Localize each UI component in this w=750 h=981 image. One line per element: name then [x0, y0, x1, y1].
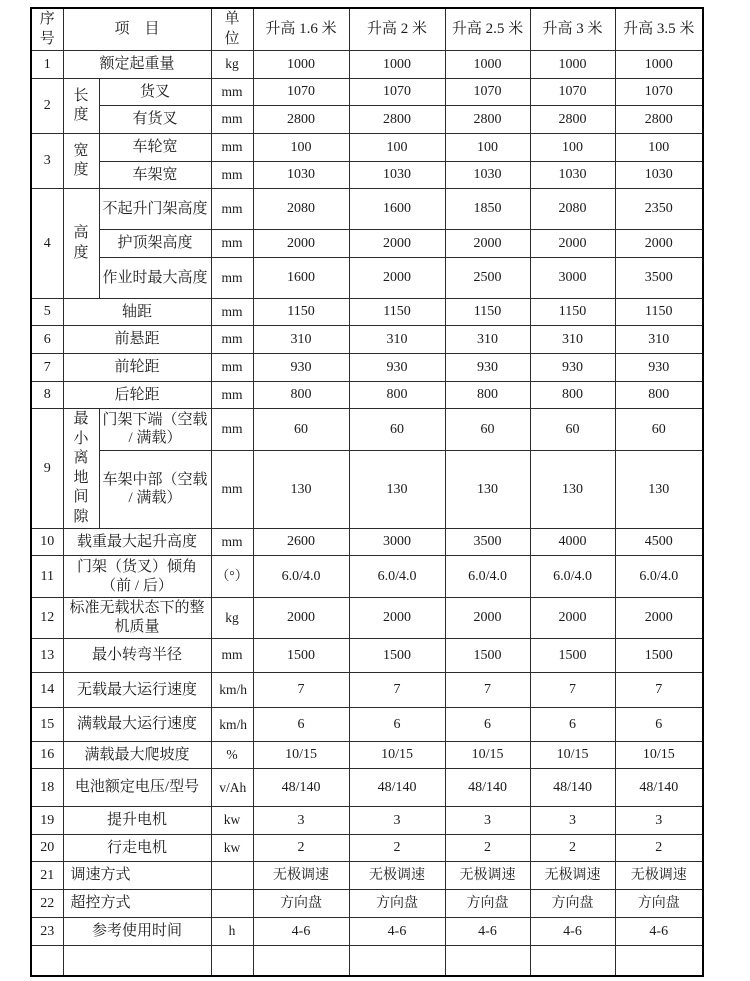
- value-cell: 无极调速: [253, 862, 349, 890]
- value-cell: 无极调速: [445, 862, 530, 890]
- category-label: 最小离地间隙: [73, 411, 89, 525]
- row-number-cell: 8: [31, 382, 63, 409]
- value-cell: 60: [349, 409, 445, 451]
- unit-label: km/h: [219, 682, 247, 698]
- item-name-cell: 门架（货叉）倾角（前 / 后）: [63, 556, 211, 598]
- unit-cell: mm: [211, 134, 253, 162]
- row-number-cell: 14: [31, 673, 63, 708]
- value-cell: 方向盘: [445, 890, 530, 918]
- value-cell: 10/15: [445, 742, 530, 769]
- value-cell: 2800: [253, 106, 349, 134]
- value-cell: 1030: [530, 162, 615, 189]
- value-cell: 7: [349, 673, 445, 708]
- value-cell: 7: [530, 673, 615, 708]
- value-cell: 130: [445, 450, 530, 528]
- value-cell: 100: [349, 134, 445, 162]
- unit-cell: %: [211, 742, 253, 769]
- value-cell: 1000: [530, 51, 615, 79]
- row-number-cell: 16: [31, 742, 63, 769]
- value-cell: 4-6: [253, 918, 349, 946]
- unit-label: km/h: [219, 716, 247, 732]
- item-name-cell: 超控方式: [63, 890, 211, 918]
- item-name-cell: 参考使用时间: [63, 918, 211, 946]
- value-cell: 2600: [253, 529, 349, 556]
- unit-cell: mm: [211, 79, 253, 106]
- value-cell: 3500: [445, 529, 530, 556]
- item-name-cell: 后轮距: [63, 382, 211, 409]
- value-cell: 1070: [445, 79, 530, 106]
- category-label: 高度: [73, 225, 89, 261]
- value-cell: 1000: [445, 51, 530, 79]
- table-row: [31, 556, 703, 598]
- row-number-cell: 13: [31, 639, 63, 673]
- table-row: [31, 326, 703, 354]
- row-number-cell: 22: [31, 890, 63, 918]
- value-cell: 2000: [253, 598, 349, 639]
- item-name-cell: 最小转弯半径: [63, 639, 211, 673]
- value-cell: 1030: [615, 162, 703, 189]
- table-row: [31, 890, 703, 918]
- value-cell: 2000: [253, 230, 349, 258]
- unit-cell: mm: [211, 230, 253, 258]
- value-cell: 310: [530, 326, 615, 354]
- value-cell: 6: [615, 708, 703, 742]
- table-row: [31, 258, 703, 299]
- value-cell: 2800: [530, 106, 615, 134]
- row-number-cell: 23: [31, 918, 63, 946]
- value-cell: 1000: [253, 51, 349, 79]
- value-cell: 2080: [253, 189, 349, 230]
- unit-cell: mm: [211, 299, 253, 326]
- row-number-cell: 19: [31, 807, 63, 835]
- row-number-cell: 11: [31, 556, 63, 598]
- table-row: [31, 598, 703, 639]
- value-cell: 2500: [445, 258, 530, 299]
- value-cell: 6: [530, 708, 615, 742]
- row-number-cell: 20: [31, 835, 63, 862]
- value-cell: 10/15: [615, 742, 703, 769]
- table-row: [31, 673, 703, 708]
- header-lift-3-5m: 升高 3.5 米: [615, 8, 703, 51]
- value-cell: 3000: [530, 258, 615, 299]
- table-row: [31, 79, 703, 106]
- value-cell: 1500: [615, 639, 703, 673]
- row-number-cell: 5: [31, 299, 63, 326]
- value-cell: 1150: [615, 299, 703, 326]
- table-row: [31, 529, 703, 556]
- value-cell: 10/15: [530, 742, 615, 769]
- value-cell: 48/140: [615, 769, 703, 807]
- value-cell: 4-6: [530, 918, 615, 946]
- row-number-cell: 10: [31, 529, 63, 556]
- value-cell: 930: [349, 354, 445, 382]
- value-cell: 3500: [615, 258, 703, 299]
- value-cell: 6.0/4.0: [445, 556, 530, 598]
- value-cell: 1500: [530, 639, 615, 673]
- value-cell: 4-6: [349, 918, 445, 946]
- value-cell: 无极调速: [530, 862, 615, 890]
- value-cell: 10/15: [253, 742, 349, 769]
- value-cell: 130: [615, 450, 703, 528]
- table-row: [31, 835, 703, 862]
- value-cell: [253, 946, 349, 976]
- row-number-cell: 7: [31, 354, 63, 382]
- category-cell: [63, 134, 99, 189]
- value-cell: 2800: [349, 106, 445, 134]
- table-row: [31, 354, 703, 382]
- unit-cell: mm: [211, 258, 253, 299]
- table-row: [31, 51, 703, 79]
- value-cell: [615, 946, 703, 976]
- table-row: [31, 162, 703, 189]
- value-cell: 310: [615, 326, 703, 354]
- value-cell: 2000: [445, 230, 530, 258]
- value-cell: 1070: [530, 79, 615, 106]
- unit-cell: mm: [211, 354, 253, 382]
- unit-cell: kg: [211, 598, 253, 639]
- unit-cell: [211, 708, 253, 742]
- value-cell: 1070: [615, 79, 703, 106]
- item-name-cell: 货叉: [99, 79, 211, 106]
- value-cell: 2800: [445, 106, 530, 134]
- item-name-cell: 前悬距: [63, 326, 211, 354]
- table-row: [31, 946, 703, 976]
- value-cell: 1150: [349, 299, 445, 326]
- unit-cell: （°）: [211, 556, 253, 598]
- value-cell: 6: [349, 708, 445, 742]
- value-cell: 2000: [349, 598, 445, 639]
- unit-cell: h: [211, 918, 253, 946]
- value-cell: 2000: [530, 230, 615, 258]
- value-cell: 100: [615, 134, 703, 162]
- value-cell: 48/140: [349, 769, 445, 807]
- category-cell: [63, 79, 99, 134]
- value-cell: 1600: [253, 258, 349, 299]
- value-cell: 1500: [349, 639, 445, 673]
- value-cell: 100: [530, 134, 615, 162]
- value-cell: 310: [349, 326, 445, 354]
- value-cell: 2000: [445, 598, 530, 639]
- row-number-cell: 15: [31, 708, 63, 742]
- value-cell: 800: [615, 382, 703, 409]
- value-cell: 48/140: [445, 769, 530, 807]
- header-lift-2-5m: 升高 2.5 米: [445, 8, 530, 51]
- value-cell: 1150: [445, 299, 530, 326]
- value-cell: 130: [530, 450, 615, 528]
- value-cell: 930: [253, 354, 349, 382]
- value-cell: 1600: [349, 189, 445, 230]
- unit-cell: [211, 946, 253, 976]
- unit-cell: kw: [211, 835, 253, 862]
- value-cell: 2000: [615, 230, 703, 258]
- unit-cell: mm: [211, 529, 253, 556]
- value-cell: 800: [530, 382, 615, 409]
- value-cell: 1030: [253, 162, 349, 189]
- value-cell: 1850: [445, 189, 530, 230]
- header-serial-label: 序号: [39, 11, 55, 47]
- value-cell: 6: [253, 708, 349, 742]
- item-name-cell: 额定起重量: [63, 51, 211, 79]
- unit-cell: mm: [211, 326, 253, 354]
- row-number-cell: 4: [31, 189, 63, 299]
- row-number-cell: 6: [31, 326, 63, 354]
- value-cell: 7: [445, 673, 530, 708]
- value-cell: 方向盘: [349, 890, 445, 918]
- item-name-cell: 作业时最大高度: [99, 258, 211, 299]
- value-cell: 1070: [349, 79, 445, 106]
- item-name-cell: 提升电机: [63, 807, 211, 835]
- value-cell: 6.0/4.0: [349, 556, 445, 598]
- value-cell: 方向盘: [253, 890, 349, 918]
- header-unit-label: 单位: [224, 11, 240, 47]
- value-cell: 3: [253, 807, 349, 835]
- value-cell: 方向盘: [530, 890, 615, 918]
- item-name-cell: 标准无载状态下的整机质量: [63, 598, 211, 639]
- table-row: [31, 708, 703, 742]
- value-cell: 3: [615, 807, 703, 835]
- value-cell: 60: [530, 409, 615, 451]
- category-cell: [63, 189, 99, 299]
- table-row: [31, 862, 703, 890]
- category-cell: [63, 409, 99, 529]
- header-row: [31, 8, 703, 51]
- table-row: [31, 230, 703, 258]
- value-cell: 60: [253, 409, 349, 451]
- header-lift-1-6m: 升高 1.6 米: [253, 8, 349, 51]
- value-cell: 2000: [349, 230, 445, 258]
- value-cell: 2000: [530, 598, 615, 639]
- value-cell: 6: [445, 708, 530, 742]
- value-cell: [445, 946, 530, 976]
- value-cell: 100: [445, 134, 530, 162]
- row-number-cell: 18: [31, 769, 63, 807]
- unit-cell: mm: [211, 450, 253, 528]
- value-cell: 60: [445, 409, 530, 451]
- value-cell: 方向盘: [615, 890, 703, 918]
- value-cell: 930: [445, 354, 530, 382]
- item-name-cell: 前轮距: [63, 354, 211, 382]
- table-row: [31, 382, 703, 409]
- item-name-cell: 无载最大运行速度: [63, 673, 211, 708]
- row-number-cell: 9: [31, 409, 63, 529]
- unit-cell: [211, 890, 253, 918]
- value-cell: 2350: [615, 189, 703, 230]
- table-row: [31, 807, 703, 835]
- value-cell: 7: [615, 673, 703, 708]
- table-row: [31, 106, 703, 134]
- category-label: 宽度: [73, 142, 89, 178]
- table-row: [31, 189, 703, 230]
- header-item-cell: 项 目: [63, 8, 211, 51]
- value-cell: 800: [445, 382, 530, 409]
- item-name-cell: 载重最大起升高度: [63, 529, 211, 556]
- value-cell: 无极调速: [349, 862, 445, 890]
- value-cell: 1000: [349, 51, 445, 79]
- value-cell: 130: [349, 450, 445, 528]
- unit-cell: [211, 769, 253, 807]
- unit-cell: kg: [211, 51, 253, 79]
- header-serial-cell: [31, 8, 63, 51]
- unit-cell: mm: [211, 106, 253, 134]
- item-name-cell: 调速方式: [63, 862, 211, 890]
- value-cell: 48/140: [253, 769, 349, 807]
- unit-cell: mm: [211, 639, 253, 673]
- value-cell: 930: [615, 354, 703, 382]
- value-cell: 2: [530, 835, 615, 862]
- value-cell: 4-6: [615, 918, 703, 946]
- row-number-cell: 12: [31, 598, 63, 639]
- value-cell: 2000: [615, 598, 703, 639]
- value-cell: 3000: [349, 529, 445, 556]
- row-number-cell: 3: [31, 134, 63, 189]
- value-cell: 6.0/4.0: [253, 556, 349, 598]
- item-name-cell: 满载最大运行速度: [63, 708, 211, 742]
- value-cell: 2: [445, 835, 530, 862]
- value-cell: 6.0/4.0: [530, 556, 615, 598]
- value-cell: 3: [445, 807, 530, 835]
- value-cell: 无极调速: [615, 862, 703, 890]
- header-unit-cell: [211, 8, 253, 51]
- value-cell: 6.0/4.0: [615, 556, 703, 598]
- item-name-cell: 门架下端（空载 / 满载）: [99, 409, 211, 451]
- value-cell: 2: [615, 835, 703, 862]
- value-cell: 2080: [530, 189, 615, 230]
- table-row: [31, 639, 703, 673]
- value-cell: 4500: [615, 529, 703, 556]
- item-name-cell: 护顶架高度: [99, 230, 211, 258]
- value-cell: 48/140: [530, 769, 615, 807]
- item-name-cell: 车架宽: [99, 162, 211, 189]
- unit-cell: mm: [211, 162, 253, 189]
- value-cell: 310: [253, 326, 349, 354]
- row-number-cell: 21: [31, 862, 63, 890]
- header-lift-2m: 升高 2 米: [349, 8, 445, 51]
- item-name-cell: 电池额定电压/型号: [63, 769, 211, 807]
- item-name-cell: 满载最大爬坡度: [63, 742, 211, 769]
- value-cell: 4000: [530, 529, 615, 556]
- value-cell: 100: [253, 134, 349, 162]
- value-cell: 1150: [530, 299, 615, 326]
- unit-cell: mm: [211, 189, 253, 230]
- value-cell: 2: [349, 835, 445, 862]
- value-cell: 800: [349, 382, 445, 409]
- value-cell: 1500: [445, 639, 530, 673]
- value-cell: 1030: [349, 162, 445, 189]
- row-number-cell: 2: [31, 79, 63, 134]
- value-cell: 1030: [445, 162, 530, 189]
- value-cell: 60: [615, 409, 703, 451]
- value-cell: 1070: [253, 79, 349, 106]
- value-cell: 1000: [615, 51, 703, 79]
- table-row: [31, 134, 703, 162]
- unit-cell: mm: [211, 382, 253, 409]
- value-cell: 10/15: [349, 742, 445, 769]
- item-name-cell: 车架中部（空载 / 满载）: [99, 450, 211, 528]
- table-row: [31, 409, 703, 451]
- table-row: [31, 299, 703, 326]
- row-number-cell: [31, 946, 63, 976]
- unit-cell: [211, 673, 253, 708]
- row-number-cell: 1: [31, 51, 63, 79]
- unit-label: v/Ah: [219, 779, 247, 795]
- value-cell: 4-6: [445, 918, 530, 946]
- item-name-cell: 有货叉: [99, 106, 211, 134]
- value-cell: 2000: [349, 258, 445, 299]
- value-cell: 7: [253, 673, 349, 708]
- value-cell: [530, 946, 615, 976]
- table-row: [31, 450, 703, 528]
- value-cell: 1150: [253, 299, 349, 326]
- value-cell: 930: [530, 354, 615, 382]
- value-cell: 800: [253, 382, 349, 409]
- value-cell: 3: [530, 807, 615, 835]
- item-name-cell: 不起升门架高度: [99, 189, 211, 230]
- value-cell: 310: [445, 326, 530, 354]
- table-row: [31, 918, 703, 946]
- value-cell: 3: [349, 807, 445, 835]
- value-cell: 2: [253, 835, 349, 862]
- item-name-cell: 轴距: [63, 299, 211, 326]
- value-cell: 130: [253, 450, 349, 528]
- category-label: 长度: [73, 87, 89, 123]
- unit-cell: [211, 862, 253, 890]
- table-row: [31, 769, 703, 807]
- table-row: [31, 742, 703, 769]
- value-cell: 2800: [615, 106, 703, 134]
- unit-cell: mm: [211, 409, 253, 451]
- value-cell: [349, 946, 445, 976]
- unit-cell: kw: [211, 807, 253, 835]
- header-lift-3m: 升高 3 米: [530, 8, 615, 51]
- item-name-cell: 车轮宽: [99, 134, 211, 162]
- item-name-cell: 行走电机: [63, 835, 211, 862]
- value-cell: 1500: [253, 639, 349, 673]
- spec-table: [30, 7, 704, 977]
- item-name-cell: [63, 946, 211, 976]
